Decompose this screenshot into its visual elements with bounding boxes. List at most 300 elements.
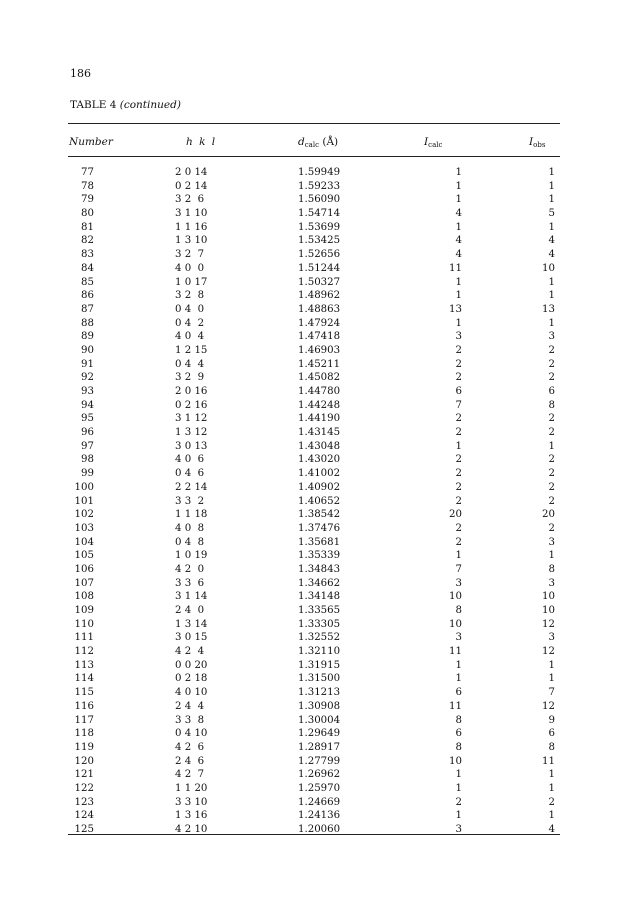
cell-iobs: 2 xyxy=(548,468,555,480)
cell-iobs: 1 xyxy=(548,221,555,233)
cell-hkl: 0 4 0 xyxy=(175,303,205,315)
table-row xyxy=(0,700,624,714)
cell-dcalc: 1.33305 xyxy=(298,618,341,630)
cell-dcalc: 1.26962 xyxy=(298,769,341,781)
cell-iobs: 6 xyxy=(548,386,555,397)
cell-dcalc: 1.44248 xyxy=(298,399,341,411)
cell-hkl: 3 2 6 xyxy=(175,194,205,206)
table-caption xyxy=(70,99,181,111)
cell-dcalc: 1.40652 xyxy=(298,495,341,507)
header-hkl: h k l xyxy=(186,136,217,148)
table-row xyxy=(0,522,624,536)
table-label: TABLE 4 xyxy=(70,99,117,111)
cell-dcalc: 1.41002 xyxy=(298,468,341,480)
cell-number: 125 xyxy=(74,824,94,835)
cell-icalc: 1 xyxy=(455,276,462,288)
table-row xyxy=(0,412,624,426)
cell-number: 119 xyxy=(74,741,94,753)
cell-icalc: 7 xyxy=(455,399,462,411)
cell-iobs: 8 xyxy=(548,399,555,411)
cell-dcalc: 1.37476 xyxy=(298,522,341,534)
table-row xyxy=(0,508,624,522)
cell-number: 122 xyxy=(74,782,94,794)
cell-number: 81 xyxy=(81,221,94,233)
cell-hkl: 4 0 0 xyxy=(175,262,205,274)
cell-iobs: 1 xyxy=(548,673,555,685)
cell-icalc: 2 xyxy=(455,372,462,384)
cell-iobs: 11 xyxy=(542,755,555,767)
cell-number: 106 xyxy=(74,563,94,575)
header-number: Number xyxy=(69,136,113,148)
cell-dcalc: 1.45211 xyxy=(298,358,341,370)
cell-number: 91 xyxy=(81,358,94,370)
table-row xyxy=(0,659,624,673)
table-row xyxy=(0,166,624,180)
table-row xyxy=(0,207,624,221)
cell-hkl: 4 0 10 xyxy=(175,687,208,699)
cell-iobs: 7 xyxy=(548,687,555,699)
cell-hkl: 4 0 6 xyxy=(175,454,205,466)
table-row xyxy=(0,782,624,796)
cell-iobs: 10 xyxy=(542,605,555,616)
table-row xyxy=(0,590,624,604)
cell-icalc: 2 xyxy=(455,536,462,548)
cell-number: 86 xyxy=(81,290,94,302)
cell-dcalc: 1.34662 xyxy=(298,577,341,589)
cell-hkl: 4 2 7 xyxy=(175,769,205,781)
cell-hkl: 3 2 9 xyxy=(175,372,205,384)
cell-icalc: 8 xyxy=(455,741,462,753)
cell-iobs: 1 xyxy=(548,167,555,178)
table-row xyxy=(0,234,624,248)
cell-hkl: 0 4 2 xyxy=(175,317,205,329)
cell-number: 120 xyxy=(74,755,94,767)
table-row xyxy=(0,727,624,741)
cell-number: 99 xyxy=(81,468,94,480)
cell-iobs: 5 xyxy=(548,208,555,220)
cell-iobs: 4 xyxy=(548,824,555,835)
cell-number: 90 xyxy=(81,344,94,356)
table-row xyxy=(0,467,624,481)
cell-number: 113 xyxy=(74,659,94,671)
table-row xyxy=(0,563,624,577)
cell-dcalc: 1.59949 xyxy=(298,167,341,178)
cell-hkl: 3 1 12 xyxy=(175,413,208,425)
cell-dcalc: 1.53425 xyxy=(298,235,341,247)
table-row xyxy=(0,248,624,262)
cell-icalc: 11 xyxy=(449,262,462,274)
cell-dcalc: 1.52656 xyxy=(298,249,341,261)
table-row xyxy=(0,536,624,550)
header-dcalc-unit: (Å) xyxy=(322,136,339,148)
cell-dcalc: 1.32110 xyxy=(298,646,341,658)
cell-icalc: 1 xyxy=(455,440,462,452)
cell-icalc: 2 xyxy=(455,522,462,534)
cell-iobs: 1 xyxy=(548,180,555,192)
cell-icalc: 2 xyxy=(455,358,462,370)
table-row xyxy=(0,577,624,591)
cell-hkl: 0 0 20 xyxy=(175,659,208,671)
table-row xyxy=(0,741,624,755)
cell-dcalc: 1.35681 xyxy=(298,536,341,548)
cell-hkl: 2 4 0 xyxy=(175,605,205,616)
table-row xyxy=(0,768,624,782)
table-row xyxy=(0,453,624,467)
cell-number: 80 xyxy=(81,208,94,220)
cell-icalc: 4 xyxy=(455,249,462,261)
table-row xyxy=(0,344,624,358)
cell-icalc: 10 xyxy=(449,755,462,767)
cell-icalc: 1 xyxy=(455,317,462,329)
cell-hkl: 1 1 18 xyxy=(175,509,208,521)
cell-icalc: 10 xyxy=(449,618,462,630)
cell-icalc: 8 xyxy=(455,605,462,616)
cell-iobs: 20 xyxy=(542,509,555,521)
cell-number: 114 xyxy=(74,673,94,685)
cell-number: 96 xyxy=(81,427,94,439)
cell-hkl: 2 4 6 xyxy=(175,755,205,767)
cell-icalc: 10 xyxy=(449,591,462,603)
cell-icalc: 20 xyxy=(449,509,462,521)
table-row xyxy=(0,481,624,495)
cell-dcalc: 1.44780 xyxy=(298,386,341,397)
cell-hkl: 4 0 8 xyxy=(175,522,205,534)
cell-dcalc: 1.35339 xyxy=(298,550,341,562)
cell-number: 98 xyxy=(81,454,94,466)
cell-hkl: 4 2 0 xyxy=(175,563,205,575)
table-row xyxy=(0,371,624,385)
cell-hkl: 1 0 19 xyxy=(175,550,208,562)
header-dcalc: $d_{calc}$ (Å) xyxy=(298,136,339,149)
cell-hkl: 3 3 8 xyxy=(175,714,205,726)
cell-number: 117 xyxy=(74,714,94,726)
cell-hkl: 3 2 8 xyxy=(175,290,205,302)
cell-dcalc: 1.44190 xyxy=(298,413,341,425)
cell-icalc: 8 xyxy=(455,714,462,726)
cell-hkl: 0 2 16 xyxy=(175,399,208,411)
cell-number: 97 xyxy=(81,440,94,452)
cell-dcalc: 1.51244 xyxy=(298,262,341,274)
cell-dcalc: 1.40902 xyxy=(298,481,341,493)
table-row xyxy=(0,796,624,810)
cell-icalc: 1 xyxy=(455,782,462,794)
cell-icalc: 6 xyxy=(455,728,462,740)
cell-hkl: 0 4 10 xyxy=(175,728,208,740)
cell-iobs: 2 xyxy=(548,796,555,808)
cell-number: 121 xyxy=(74,769,94,781)
cell-icalc: 2 xyxy=(455,413,462,425)
cell-number: 105 xyxy=(74,550,94,562)
table-row xyxy=(0,672,624,686)
cell-icalc: 2 xyxy=(455,454,462,466)
table-row xyxy=(0,809,624,823)
header-iobs: $I_{obs}$ xyxy=(529,136,546,149)
cell-icalc: 1 xyxy=(455,673,462,685)
table-row xyxy=(0,385,624,399)
cell-hkl: 1 0 17 xyxy=(175,276,208,288)
cell-iobs: 2 xyxy=(548,495,555,507)
cell-iobs: 10 xyxy=(542,262,555,274)
cell-dcalc: 1.33565 xyxy=(298,605,341,616)
cell-hkl: 2 0 14 xyxy=(175,167,208,178)
cell-hkl: 4 2 4 xyxy=(175,646,205,658)
cell-hkl: 3 3 10 xyxy=(175,796,208,808)
cell-iobs: 2 xyxy=(548,344,555,356)
cell-hkl: 3 2 7 xyxy=(175,249,205,261)
cell-number: 88 xyxy=(81,317,94,329)
cell-hkl: 1 3 16 xyxy=(175,810,208,822)
table-row xyxy=(0,618,624,632)
cell-dcalc: 1.34843 xyxy=(298,563,341,575)
cell-dcalc: 1.48863 xyxy=(298,303,341,315)
cell-hkl: 0 4 8 xyxy=(175,536,205,548)
cell-iobs: 4 xyxy=(548,235,555,247)
cell-icalc: 2 xyxy=(455,427,462,439)
cell-hkl: 3 3 2 xyxy=(175,495,205,507)
header-icalc: $I_{calc}$ xyxy=(424,136,443,149)
page-number: 186 xyxy=(70,67,91,80)
cell-icalc: 1 xyxy=(455,290,462,302)
cell-hkl: 1 1 20 xyxy=(175,782,208,794)
cell-icalc: 2 xyxy=(455,495,462,507)
table-row xyxy=(0,631,624,645)
cell-number: 110 xyxy=(74,618,94,630)
cell-dcalc: 1.54714 xyxy=(298,208,341,220)
table-body xyxy=(0,166,624,837)
cell-iobs: 4 xyxy=(548,249,555,261)
header-icalc-subscript: calc xyxy=(428,141,443,149)
cell-icalc: 3 xyxy=(455,577,462,589)
cell-number: 87 xyxy=(81,303,94,315)
cell-hkl: 4 2 6 xyxy=(175,741,205,753)
cell-number: 118 xyxy=(74,728,94,740)
cell-icalc: 1 xyxy=(455,167,462,178)
cell-dcalc: 1.59233 xyxy=(298,180,341,192)
cell-iobs: 1 xyxy=(548,440,555,452)
cell-icalc: 11 xyxy=(449,646,462,658)
cell-hkl: 1 2 15 xyxy=(175,344,208,356)
cell-number: 103 xyxy=(74,522,94,534)
cell-hkl: 2 4 4 xyxy=(175,700,205,712)
cell-number: 94 xyxy=(81,399,94,411)
header-iobs-subscript: obs xyxy=(533,141,546,149)
cell-number: 82 xyxy=(81,235,94,247)
table-row xyxy=(0,645,624,659)
cell-iobs: 2 xyxy=(548,413,555,425)
cell-dcalc: 1.43048 xyxy=(298,440,341,452)
table-row xyxy=(0,221,624,235)
cell-iobs: 12 xyxy=(542,700,555,712)
cell-dcalc: 1.31213 xyxy=(298,687,341,699)
table-row xyxy=(0,549,624,563)
table-row xyxy=(0,193,624,207)
cell-dcalc: 1.46903 xyxy=(298,344,341,356)
cell-iobs: 1 xyxy=(548,194,555,206)
cell-dcalc: 1.48962 xyxy=(298,290,341,302)
cell-iobs: 12 xyxy=(542,618,555,630)
cell-icalc: 6 xyxy=(455,386,462,397)
cell-hkl: 2 2 14 xyxy=(175,481,208,493)
table-row xyxy=(0,317,624,331)
cell-hkl: 3 3 6 xyxy=(175,577,205,589)
cell-icalc: 2 xyxy=(455,481,462,493)
cell-dcalc: 1.43020 xyxy=(298,454,341,466)
cell-iobs: 1 xyxy=(548,317,555,329)
cell-dcalc: 1.50327 xyxy=(298,276,341,288)
cell-hkl: 0 2 18 xyxy=(175,673,208,685)
cell-dcalc: 1.20060 xyxy=(298,824,341,835)
table-row xyxy=(0,495,624,509)
cell-hkl: 4 2 10 xyxy=(175,824,208,835)
cell-dcalc: 1.43145 xyxy=(298,427,341,439)
header-dcalc-subscript: calc xyxy=(304,141,319,149)
cell-number: 85 xyxy=(81,276,94,288)
table-row xyxy=(0,686,624,700)
cell-icalc: 1 xyxy=(455,810,462,822)
cell-iobs: 2 xyxy=(548,454,555,466)
cell-iobs: 1 xyxy=(548,782,555,794)
table-row xyxy=(0,303,624,317)
cell-hkl: 3 1 14 xyxy=(175,591,208,603)
cell-iobs: 1 xyxy=(548,290,555,302)
cell-dcalc: 1.34148 xyxy=(298,591,341,603)
cell-hkl: 0 4 6 xyxy=(175,468,205,480)
cell-iobs: 8 xyxy=(548,741,555,753)
table-bottom-rule xyxy=(68,834,560,835)
cell-dcalc: 1.56090 xyxy=(298,194,341,206)
cell-icalc: 13 xyxy=(449,303,462,315)
cell-iobs: 3 xyxy=(548,331,555,343)
cell-dcalc: 1.31500 xyxy=(298,673,341,685)
cell-dcalc: 1.24669 xyxy=(298,796,341,808)
cell-hkl: 1 1 16 xyxy=(175,221,208,233)
cell-icalc: 2 xyxy=(455,344,462,356)
cell-number: 108 xyxy=(74,591,94,603)
cell-icalc: 4 xyxy=(455,208,462,220)
cell-dcalc: 1.47924 xyxy=(298,317,341,329)
cell-number: 84 xyxy=(81,262,94,274)
cell-iobs: 12 xyxy=(542,646,555,658)
cell-iobs: 13 xyxy=(542,303,555,315)
cell-number: 92 xyxy=(81,372,94,384)
cell-number: 83 xyxy=(81,249,94,261)
cell-iobs: 6 xyxy=(548,728,555,740)
cell-number: 124 xyxy=(74,810,94,822)
cell-dcalc: 1.38542 xyxy=(298,509,341,521)
table-row xyxy=(0,289,624,303)
cell-hkl: 3 0 13 xyxy=(175,440,208,452)
cell-hkl: 1 3 14 xyxy=(175,618,208,630)
cell-dcalc: 1.28917 xyxy=(298,741,341,753)
cell-number: 115 xyxy=(74,687,94,699)
cell-dcalc: 1.27799 xyxy=(298,755,341,767)
cell-hkl: 3 1 10 xyxy=(175,208,208,220)
cell-number: 107 xyxy=(74,577,94,589)
cell-hkl: 1 3 10 xyxy=(175,235,208,247)
cell-iobs: 10 xyxy=(542,591,555,603)
cell-icalc: 3 xyxy=(455,331,462,343)
cell-iobs: 1 xyxy=(548,550,555,562)
cell-dcalc: 1.30004 xyxy=(298,714,341,726)
table-row xyxy=(0,262,624,276)
cell-iobs: 2 xyxy=(548,427,555,439)
cell-iobs: 2 xyxy=(548,522,555,534)
cell-icalc: 3 xyxy=(455,632,462,644)
cell-hkl: 4 0 4 xyxy=(175,331,205,343)
cell-number: 100 xyxy=(74,481,94,493)
cell-dcalc: 1.30908 xyxy=(298,700,341,712)
cell-number: 109 xyxy=(74,605,94,616)
cell-iobs: 1 xyxy=(548,276,555,288)
table-row xyxy=(0,714,624,728)
cell-icalc: 2 xyxy=(455,796,462,808)
cell-hkl: 3 0 15 xyxy=(175,632,208,644)
cell-hkl: 0 2 14 xyxy=(175,180,208,192)
cell-icalc: 1 xyxy=(455,221,462,233)
cell-number: 111 xyxy=(74,632,94,644)
table-row xyxy=(0,604,624,618)
table-top-rule xyxy=(68,123,560,124)
cell-number: 93 xyxy=(81,386,94,397)
cell-dcalc: 1.24136 xyxy=(298,810,341,822)
cell-iobs: 3 xyxy=(548,632,555,644)
table-row xyxy=(0,358,624,372)
cell-dcalc: 1.47418 xyxy=(298,331,341,343)
cell-iobs: 2 xyxy=(548,481,555,493)
cell-icalc: 1 xyxy=(455,194,462,206)
cell-icalc: 3 xyxy=(455,824,462,835)
cell-number: 123 xyxy=(74,796,94,808)
cell-hkl: 1 3 12 xyxy=(175,427,208,439)
cell-dcalc: 1.31915 xyxy=(298,659,341,671)
cell-iobs: 2 xyxy=(548,372,555,384)
cell-hkl: 0 4 4 xyxy=(175,358,205,370)
cell-icalc: 6 xyxy=(455,687,462,699)
cell-number: 79 xyxy=(81,194,94,206)
cell-number: 78 xyxy=(81,180,94,192)
cell-icalc: 1 xyxy=(455,180,462,192)
cell-iobs: 3 xyxy=(548,536,555,548)
cell-iobs: 2 xyxy=(548,358,555,370)
table-row xyxy=(0,440,624,454)
table-row xyxy=(0,426,624,440)
cell-hkl: 2 0 16 xyxy=(175,386,208,397)
cell-icalc: 1 xyxy=(455,550,462,562)
cell-icalc: 1 xyxy=(455,769,462,781)
table-row xyxy=(0,276,624,290)
cell-icalc: 2 xyxy=(455,468,462,480)
table-header-rule xyxy=(68,156,560,157)
cell-number: 104 xyxy=(74,536,94,548)
cell-iobs: 1 xyxy=(548,659,555,671)
cell-number: 112 xyxy=(74,646,94,658)
table-row xyxy=(0,399,624,413)
cell-number: 101 xyxy=(74,495,94,507)
cell-icalc: 1 xyxy=(455,659,462,671)
table-row xyxy=(0,330,624,344)
cell-number: 116 xyxy=(74,700,94,712)
cell-iobs: 1 xyxy=(548,810,555,822)
cell-dcalc: 1.29649 xyxy=(298,728,341,740)
cell-dcalc: 1.25970 xyxy=(298,782,341,794)
cell-iobs: 8 xyxy=(548,563,555,575)
cell-number: 95 xyxy=(81,413,94,425)
cell-iobs: 9 xyxy=(548,714,555,726)
table-row xyxy=(0,180,624,194)
table-row xyxy=(0,755,624,769)
cell-icalc: 11 xyxy=(449,700,462,712)
table-continued-note: (continued) xyxy=(119,99,181,111)
